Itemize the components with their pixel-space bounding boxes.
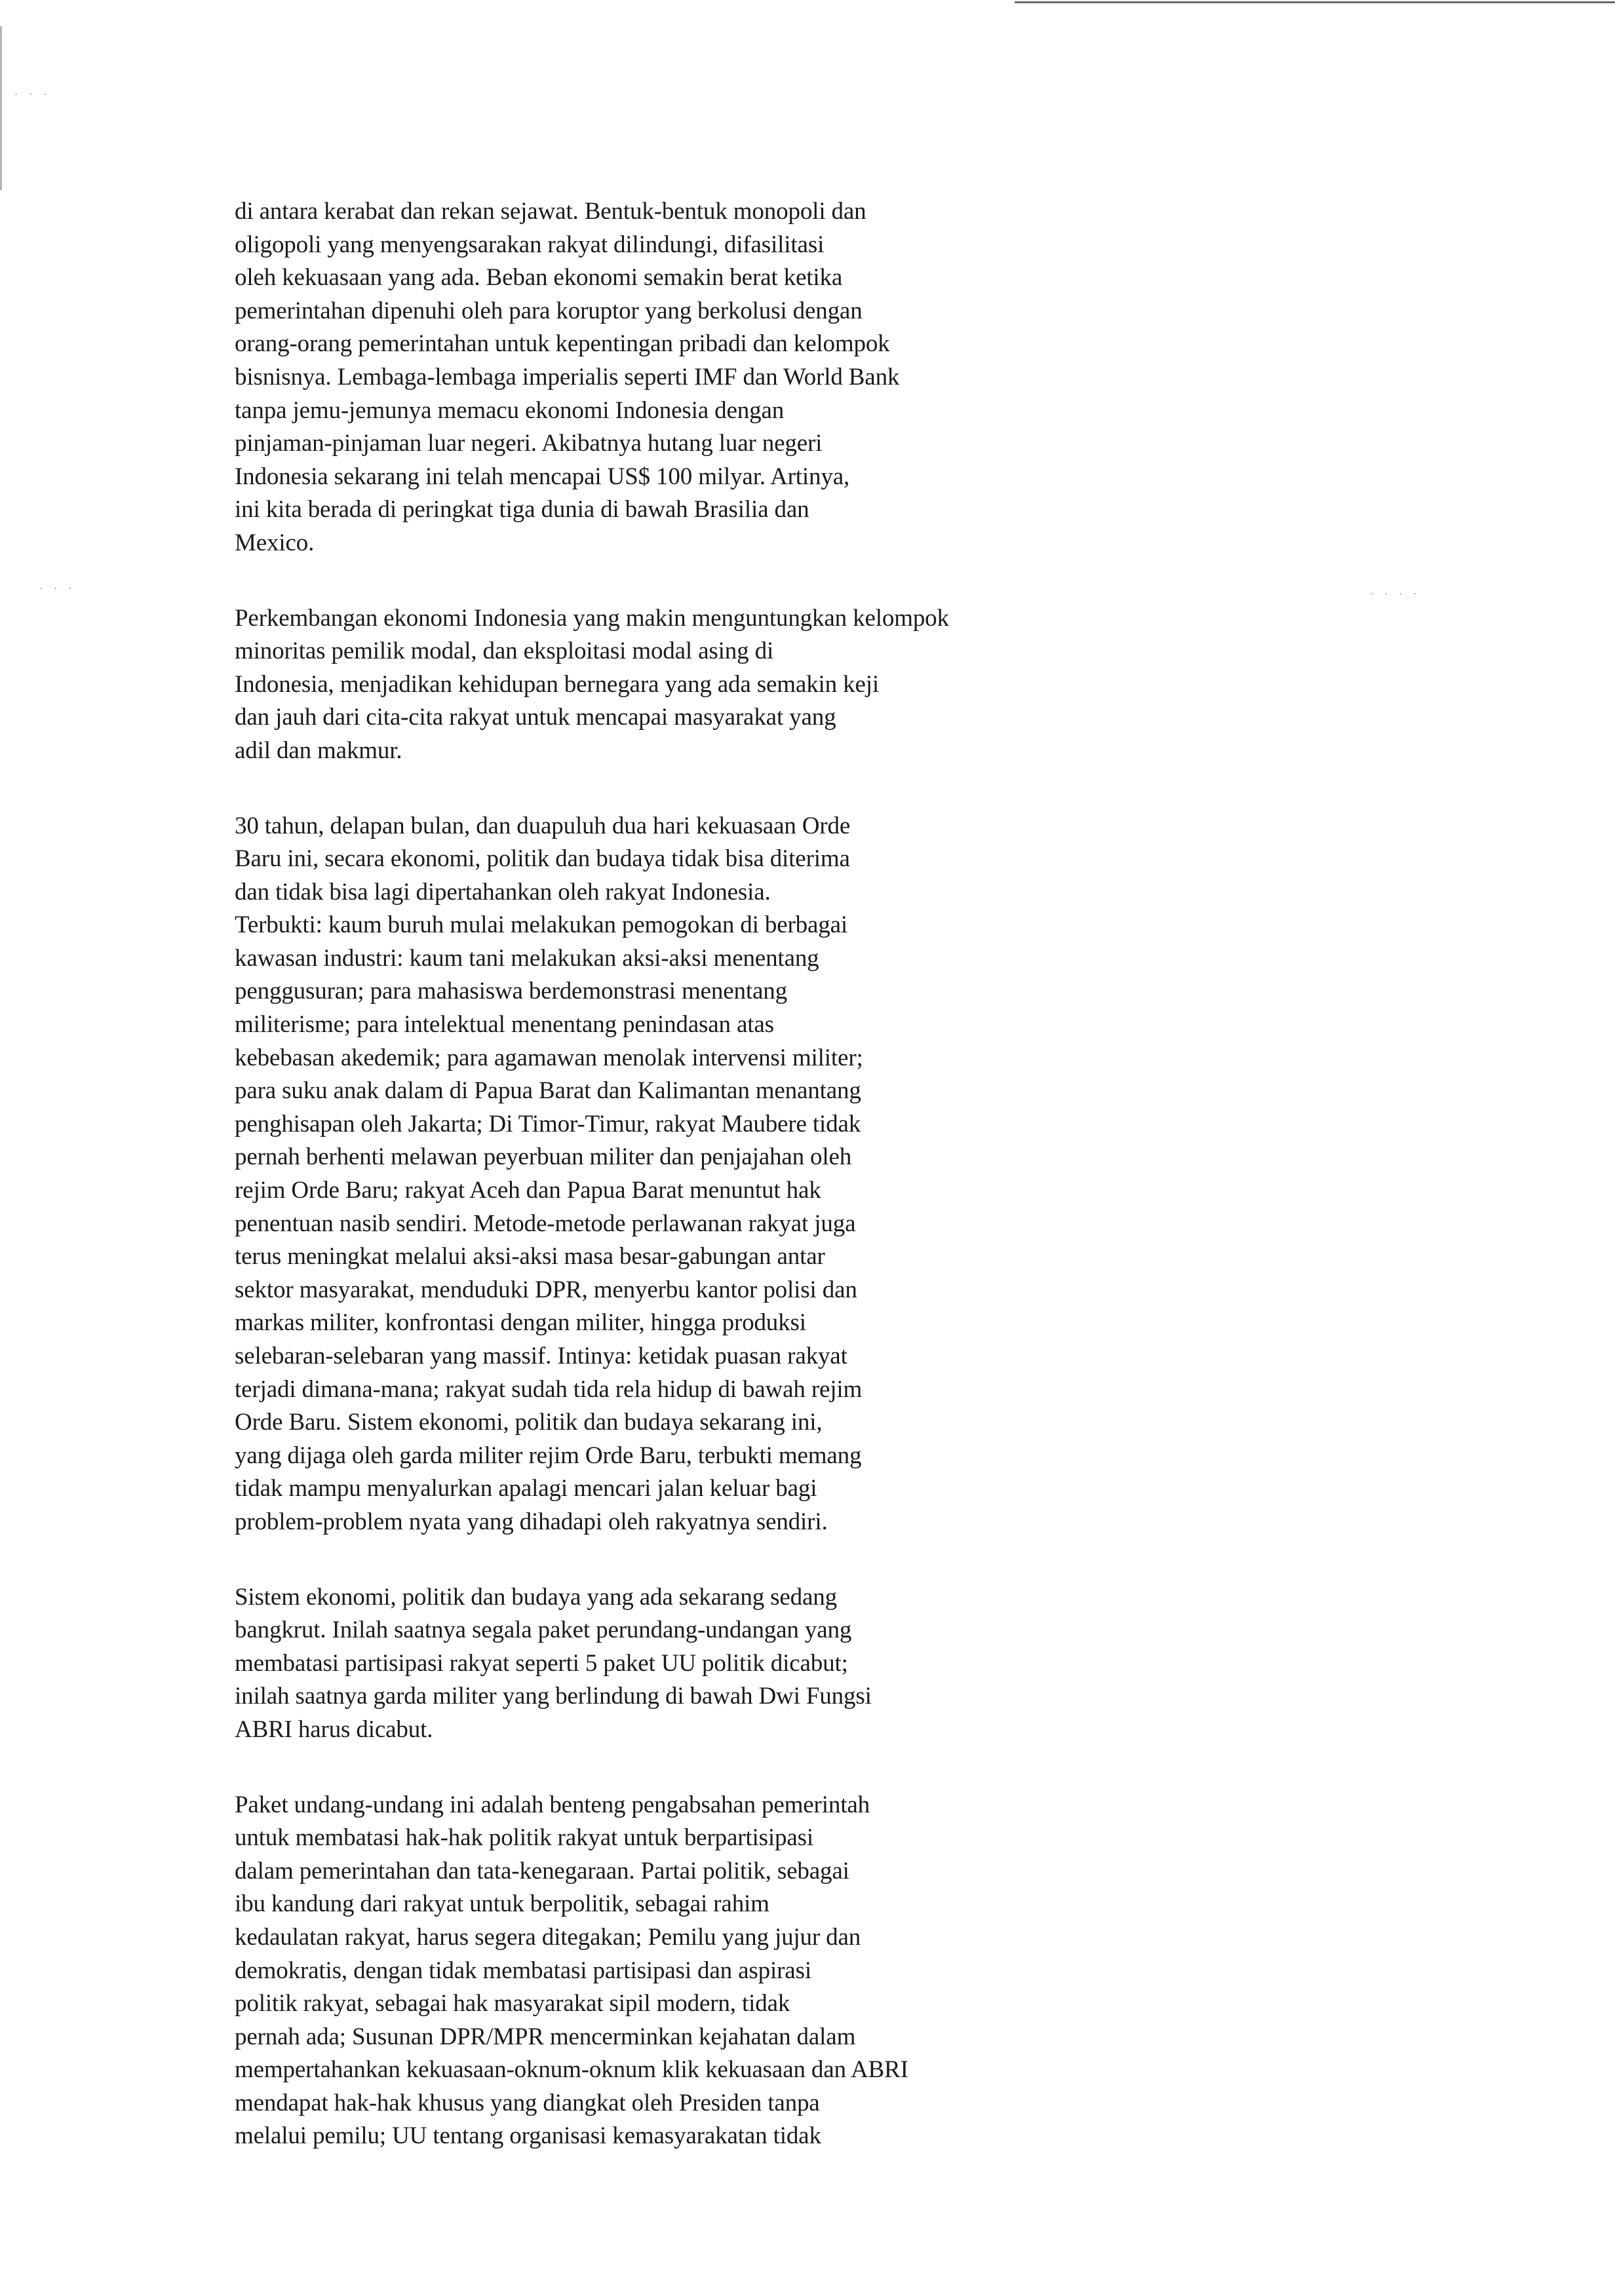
scan-edge-line (1015, 1, 1615, 3)
text-line: Terbukti: kaum buruh mulai melakukan pemogokan di berbagai (235, 911, 848, 939)
text-line: demokratis, dengan tidak membatasi partisipasi dan aspirasi (235, 1957, 811, 1984)
text-line: penghisapan oleh Jakarta; Di Timor-Timur, rakyat Maubere tidak (235, 1110, 861, 1138)
scan-speck: . . . (39, 579, 76, 592)
paragraph (235, 810, 1087, 1539)
text-line: selebaran-selebaran yang massif. Intinya: ketidak puasan rakyat (235, 1343, 847, 1369)
text-line: Baru ini, secara ekonomi, politik dan budaya tidak bisa diterima (235, 845, 850, 873)
text-line: untuk membatasi hak-hak politik rakyat untuk berpartisipasi (235, 1824, 814, 1852)
text-line: Paket undang-undang ini adalah benteng pengabsahan pemerintah (235, 1791, 870, 1818)
text-line: para suku anak dalam di Papua Barat dan Kalimantan menantang (235, 1077, 861, 1105)
text-line: dalam pemerintahan dan tata-kenegaraan. Partai politik, sebagai (235, 1857, 849, 1885)
scan-speck: . . . (14, 85, 51, 98)
text-line: kedaulatan rakyat, harus segera ditegakan; Pemilu yang jujur dan (235, 1923, 861, 1951)
text-line: dan jauh dari cita-cita rakyat untuk mencapai masyarakat yang (235, 704, 836, 731)
text-line: oligopoli yang menyengsarakan rakyat dilindungi, difasilitasi (235, 231, 825, 258)
text-line: pemerintahan dipenuhi oleh para koruptor yang berkolusi dengan (235, 297, 863, 324)
text-line: bangkrut. Inilah saatnya segala paket perundang-undangan yang (235, 1617, 852, 1644)
text-line: ABRI harus dicabut. (235, 1715, 433, 1743)
text-line: tidak mampu menyalurkan apalagi mencari jalan keluar bagi (235, 1475, 817, 1502)
text-line: kawasan industri: kaum tani melakukan aksi-aksi menentang (235, 944, 819, 972)
text-line: orang-orang pemerintahan untuk kepentingan pribadi dan kelompok (235, 330, 890, 358)
text-line: militerisme; para intelektual menentang penindasan atas (235, 1011, 774, 1039)
text-line: rejim Orde Baru; rakyat Aceh dan Papua Barat menuntut hak (235, 1177, 821, 1204)
text-line: terjadi dimana-mana; rakyat sudah tida rela hidup di bawah rejim (235, 1375, 863, 1403)
text-line: mendapat hak-hak khusus yang diangkat oleh Presiden tanpa (235, 2089, 820, 2116)
text-line: pinjaman-pinjaman luar negeri. Akibatnya hutang luar negeri (235, 430, 823, 457)
text-line: pernah berhenti melawan peyerbuan militer dan penjajahan oleh (235, 1143, 852, 1171)
scan-speck: . . . . (1370, 584, 1421, 597)
text-line: yang dijaga oleh garda militer rejim Orde Baru, terbukti memang (235, 1442, 862, 1469)
paragraph (235, 1581, 1087, 1747)
text-line: membatasi partisipasi rakyat seperti 5 paket UU politik dicabut; (235, 1649, 848, 1677)
paragraph (235, 602, 1087, 768)
text-line: sektor masyarakat, menduduki DPR, menyerbu kantor polisi dan (235, 1276, 857, 1303)
scan-margin-mark (0, 26, 2, 190)
paragraph (235, 195, 1087, 560)
text-line: tanpa jemu-jemunya memacu ekonomi Indonesia dengan (235, 396, 785, 424)
text-line: melalui pemilu; UU tentang organisasi kemasyarakatan tidak (235, 2122, 821, 2150)
text-line: inilah saatnya garda militer yang berlindung di bawah Dwi Fungsi (235, 1683, 872, 1710)
text-line: di antara kerabat dan rekan sejawat. Bentuk-bentuk monopoli dan (235, 198, 866, 225)
text-line: kebebasan akedemik; para agamawan menolak intervensi militer; (235, 1044, 863, 1071)
text-line: dan tidak bisa lagi dipertahankan oleh rakyat Indonesia. (235, 878, 771, 906)
text-line: politik rakyat, sebagai hak masyarakat sipil modern, tidak (235, 1990, 790, 2018)
text-line: penggusuran; para mahasiswa berdemonstrasi menentang (235, 978, 787, 1005)
text-line: oleh kekuasaan yang ada. Beban ekonomi semakin berat ketika (235, 264, 843, 292)
text-line: penentuan nasib sendiri. Metode-metode perlawanan rakyat juga (235, 1210, 856, 1237)
text-line: pernah ada; Susunan DPR/MPR mencerminkan kejahatan dalam (235, 2023, 856, 2050)
text-line: Perkembangan ekonomi Indonesia yang makin menguntungkan kelompok (235, 604, 949, 632)
text-line: Indonesia, menjadikan kehidupan bernegara yang ada semakin keji (235, 670, 880, 698)
document-body (235, 195, 1087, 2195)
text-line: adil dan makmur. (235, 737, 402, 764)
text-line: markas militer, konfrontasi dengan militer, hingga produksi (235, 1309, 806, 1337)
text-line: ibu kandung dari rakyat untuk berpolitik, sebagai rahim (235, 1890, 769, 1918)
text-line: Mexico. (235, 529, 315, 556)
text-line: Orde Baru. Sistem ekonomi, politik dan budaya sekarang ini, (235, 1409, 823, 1436)
text-line: ini kita berada di peringkat tiga dunia di bawah Brasilia dan (235, 496, 809, 524)
text-line: mempertahankan kekuasaan-oknum-oknum klik kekuasaan dan ABRI (235, 2056, 908, 2084)
text-line: terus meningkat melalui aksi-aksi masa besar-gabungan antar (235, 1243, 825, 1271)
paragraph (235, 1789, 1087, 2154)
text-line: 30 tahun, delapan bulan, dan duapuluh dua hari kekuasaan Orde (235, 812, 851, 839)
text-line: problem-problem nyata yang dihadapi oleh rakyatnya sendiri. (235, 1508, 828, 1535)
text-line: bisnisnya. Lembaga-lembaga imperialis seperti IMF dan World Bank (235, 363, 900, 391)
text-line: Indonesia sekarang ini telah mencapai US$ 100 milyar. Artinya, (235, 463, 850, 490)
text-line: Sistem ekonomi, politik dan budaya yang ada sekarang sedang (235, 1583, 838, 1611)
text-line: minoritas pemilik modal, dan eksploitasi modal asing di (235, 638, 774, 665)
